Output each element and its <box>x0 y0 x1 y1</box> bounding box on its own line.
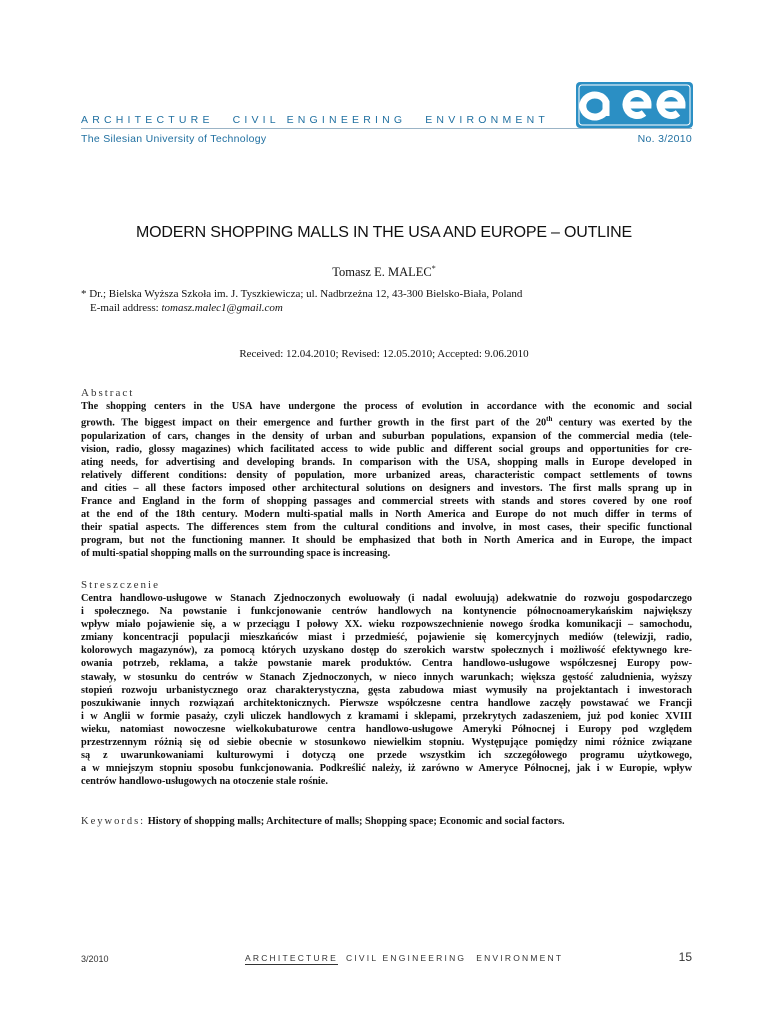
author-line <box>0 264 768 280</box>
email-label: E-mail address: <box>90 302 159 314</box>
abstract-line: popularization of cars, changes in the density of urban and suburban populations, expansion of the commercial media (tele- <box>81 430 692 442</box>
streszczenie-line: zmiany koncentracji populacji mieszkańców miast i przedmieść, pojawienie się komercyjnych mediów (telewizji, radio, <box>81 632 692 644</box>
abstract-heading: Abstract <box>81 387 135 399</box>
abstract-line: relatively different conditions: density of population, more urbanized areas, characteristic compact settlements of towns <box>81 469 692 481</box>
aee-logo <box>576 82 693 128</box>
streszczenie-line: a w mniejszym stopniu sposobu funkcjonowania. Podkreślić należy, iż zarówno w Ameryce Północnej, jak i w Europie, wpływ <box>81 763 692 775</box>
abstract-line: growth. The biggest impact on their emergence and further growth in the first part of the 20th century was exerted by the <box>81 415 692 429</box>
abstract-line: France and England in the form of shopping passages and commercial streets with stands and stores covered by one roof <box>81 496 692 508</box>
keywords-value: History of shopping malls; Architecture of malls; Shopping space; Economic and social factors. <box>147 816 565 827</box>
streszczenie-line: stawały, w stosunku do centrów w Stanach Zjednoczonych, w nieco innych warunkach; większa gęstość zaludnienia, wyższy <box>81 671 692 683</box>
streszczenie-line: i w Anglii w formie pasaży, czyli uliczek handlowych z kramami i sklepami, przekrytych zadaszeniem, już pod koniec XVIII <box>81 710 692 722</box>
keywords-label: Keywords: <box>81 816 146 827</box>
affiliation-mark: * <box>81 288 87 300</box>
abstract-line: ating needs, for advertising and developing brands. In comparison with the USA, shopping malls in Europe developed in <box>81 456 692 468</box>
footer-series-architecture: ARCHITECTURE <box>245 953 338 963</box>
streszczenie-line: przestrzennym różnią się od siebie obecnie w stosunkowo niewielkim stopniu. Występujące pomiędzy nimi różnice związane <box>81 737 692 749</box>
streszczenie-line: stopień rozwoju urbanistycznego oraz charakterystyczna, gęsta zabudowa miast wymusiły na projektantach i inwestorach <box>81 684 692 696</box>
affiliation-text: Dr.; Bielska Wyższa Szkoła im. J. Tyszkiewicza; ul. Nadbrzeżna 12, 43-300 Bielsko-Biała, Poland <box>89 288 523 300</box>
abstract-body <box>81 400 692 561</box>
streszczenie-line: i społecznego. Na powstanie i funkcjonowanie centrów handlowych na kontynencie północnoamerykańskim największy <box>81 606 692 618</box>
abstract-line: their spatial aspects. The differences stem from the cultural conditions and involve, in most cases, their specific functional <box>81 522 692 534</box>
streszczenie-line: centrów handlowo-usługowych na otoczenie stale rośnie. <box>81 776 328 788</box>
author-mark: * <box>431 264 436 273</box>
abstract-line: program, but not the functioning manner. It should be emphasized that both in North America and in Europe, the impact <box>81 535 692 547</box>
abstract-line: at the end of the 18th century. Modern multi-spatial malls in North America and Europe do not much differ in terms of <box>81 509 692 521</box>
streszczenie-line: owania potrzeb, reklama, a także powstanie marek produktów. Centra handlowo-usługowe współczesnej Europy pow- <box>81 658 692 670</box>
abstract-line: and cities – all these factors imposed other architectural solutions on designers and investors. The first malls sprang up in <box>81 482 692 494</box>
footer-series-civil-engineering: CIVIL ENGINEERING <box>346 953 467 963</box>
streszczenie-line: Centra handlowo-usługowe w Stanach Zjednoczonych ewoluowały (i nadal ewoluują) adekwatnie do rozwoju gospodarczego <box>81 593 692 604</box>
streszczenie-line: poszukiwanie innych rozwiązań architektonicznych. Pierwsze współczesne centra handlowe zaczęły powstawać we Francji <box>81 697 692 709</box>
received-dates: Received: 12.04.2010; Revised: 12.05.2010; Accepted: 9.06.2010 <box>239 348 529 360</box>
streszczenie-line: wieku, natomiast nowoczesne wielkokubaturowe centra handlowo-usługowe Ameryki Północnej i Europy pod względem <box>81 723 692 735</box>
series-architecture: ARCHITECTURE <box>81 114 214 126</box>
series-environment: ENVIRONMENT <box>425 114 549 126</box>
streszczenie-line: wpływ miało pojawienie się, a w przeciągu I połowy XX. wieku rozpowszechnienie nowego środka komunikacji – samochodu, <box>81 619 692 631</box>
page-number: 15 <box>678 950 692 964</box>
streszczenie-heading: Streszczenie <box>81 579 160 591</box>
issue-number: No. 3/2010 <box>637 133 692 145</box>
university-name: The Silesian University of Technology <box>81 133 267 145</box>
abstract-line: The shopping centers in the USA have undergone the process of evolution in accordance with the economic and social <box>81 401 692 412</box>
email-address[interactable]: tomasz.malec1@gmail.com <box>161 302 283 314</box>
footer-series <box>245 953 563 965</box>
footer-series-environment: ENVIRONMENT <box>476 953 564 963</box>
keywords <box>81 816 565 827</box>
header-rule <box>81 128 692 129</box>
affiliation <box>81 287 522 315</box>
streszczenie-line: kolorowych magazynów), za pomocą których uzyskano dostęp do szerokich warstw społecznych i możliwość efektywnego kre- <box>81 645 692 657</box>
series-civil-engineering: CIVIL ENGINEERING <box>232 114 407 126</box>
streszczenie-line: są z uwarunkowaniami kulturowymi i dotyczą one przede wszystkim ich szczegółowego programu użytkowego, <box>81 750 692 762</box>
article-title: MODERN SHOPPING MALLS IN THE USA AND EUROPE – OUTLINE <box>136 224 632 241</box>
author-name: Tomasz E. MALEC <box>332 265 432 280</box>
footer-issue: 3/2010 <box>81 954 109 964</box>
streszczenie-body <box>81 592 692 788</box>
abstract-line: vision, radio, glossy magazines) which facilitated access to wide public and different social groups and opportunities for cre- <box>81 443 692 455</box>
abstract-line: of multi-spatial shopping malls on the surrounding space is increasing. <box>81 548 391 560</box>
journal-series-header <box>81 114 549 126</box>
